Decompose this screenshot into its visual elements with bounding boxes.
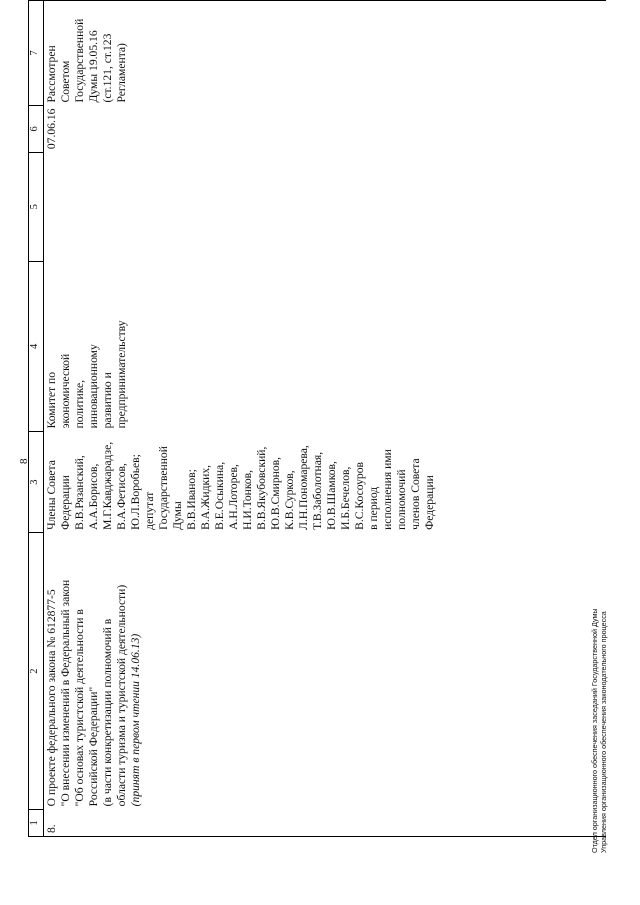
footer-line-1: Отдел организационного обеспечения заседаний Государственной Думы: [590, 608, 599, 853]
col-header-2: 2: [29, 533, 44, 809]
date-cell: 07.06.16: [45, 108, 58, 150]
initiators: Члены Совета Федерации В.В.Рязанский, А.А.Борисов, М.Г.Кавджарадзе, В.А.Фетисов, Ю.Л.Воробьев; депутат Государственной Думы В.В.Иванов; В.А.Жидких, В.Е.Осыкина, А.Н.Лоторев, Н.И.Тонков, В.В.Якубовский, Ю.В.Смирнов, К.В.Сурков, Л.Н.Пономарева, Т.В.Заболотная, Ю.В.Шамков, И.Б.Бечелов, В.С.Косоуров в период исполнения ими полномочий членов Совета Федерации: [45, 441, 437, 530]
committee: Комитет по экономической политике, инновационному развитию и предпринимательству: [45, 320, 129, 429]
status-cell: Рассмотрен Советом Государственной Думы 19.05.16 (ст.121, ст.123 Регламента): [44, 1, 607, 106]
col-header-6: 6: [29, 106, 44, 153]
header-row: [29, 1, 44, 837]
bill-title: О проекте федерального закона № 612877-5 "О внесении изменений в Федеральный закон "Об основах туристской деятельности в Российской Федерации" (в части конкретизации полномочий в области туризма и туристской деятельности): [45, 579, 129, 807]
col-header-3: 3: [29, 431, 44, 532]
row-number: 8.: [44, 809, 607, 836]
bill-reading-note: (принят в первом чтении 14.06.13): [129, 633, 143, 807]
col-header-4: 4: [29, 261, 44, 431]
footer: [590, 608, 609, 853]
bills-table: [28, 0, 606, 837]
col-header-7: 7: [29, 1, 44, 106]
page-number: 8: [18, 458, 30, 464]
col-header-1: 1: [29, 809, 44, 836]
bill-title-cell: [44, 533, 607, 809]
col5-cell: [44, 152, 607, 261]
footer-line-2: Управления организационного обеспечения законодательного процесса: [599, 611, 609, 853]
col-header-5: 5: [29, 152, 44, 261]
table-row: [44, 1, 607, 837]
